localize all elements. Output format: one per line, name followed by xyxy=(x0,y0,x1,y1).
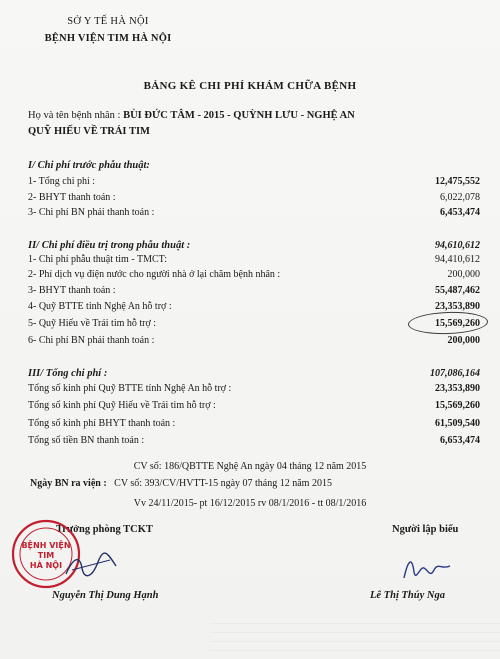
cv-line-2: CV số: 393/CV/HVTT-15 ngày 07 tháng 12 năm 2015 xyxy=(114,478,332,489)
document-header xyxy=(28,16,188,44)
signature-right-scribble xyxy=(398,548,458,588)
signature-left-name: Nguyễn Thị Dung Hạnh xyxy=(52,590,159,601)
row-value: 6,653,474 xyxy=(440,435,480,446)
signature-right-name: Lê Thị Thúy Nga xyxy=(370,590,445,601)
row-value: 15,569,260 xyxy=(435,318,480,329)
stamp-line-2: TIM xyxy=(37,551,55,560)
dates-line: Vv 24/11/2015- pt 16/12/2015 rv 08/1/2016 - tt 08/1/2016 xyxy=(133,498,367,509)
row-value: 23,353,890 xyxy=(435,383,480,394)
section1-row xyxy=(28,176,480,189)
section1-row xyxy=(28,207,480,220)
row-label: 4- Quỹ BTTE tỉnh Nghệ An hỗ trợ : xyxy=(28,301,172,312)
row-value: 55,487,462 xyxy=(435,285,480,296)
section3-title: III/ Tổng chi phí : xyxy=(28,368,108,379)
fund-name: QUỸ HIẾU VỀ TRÁI TIM xyxy=(28,126,150,137)
section2-header xyxy=(28,240,480,253)
section3-row xyxy=(28,418,480,431)
row-value: 200,000 xyxy=(447,335,480,346)
patient-value: BÙI ĐỨC TÂM - 2015 - QUỲNH LƯU - NGHỆ AN xyxy=(123,110,355,121)
patient-label: Họ và tên bệnh nhân : xyxy=(28,110,121,121)
section2-row xyxy=(28,335,480,348)
section3-row xyxy=(28,400,480,413)
row-label: Tổng số kinh phí Quỹ Hiếu về Trái tim hỗ trợ : xyxy=(28,400,216,411)
row-label: 6- Chi phí BN phải thanh toán : xyxy=(28,335,155,346)
section1-row xyxy=(28,192,480,205)
row-label: 3- Chi phí BN phải thanh toán : xyxy=(28,207,155,218)
department-name: SỞ Y TẾ HÀ NỘI xyxy=(67,16,149,27)
row-label: 1- Tổng chi phí : xyxy=(28,176,96,187)
row-value: 15,569,260 xyxy=(435,400,480,411)
section2-row xyxy=(28,269,480,282)
row-label: 1- Chi phí phẫu thuật tim - TMCT: xyxy=(28,254,168,265)
row-label: Tổng số kinh phí Quỹ BTTE tỉnh Nghệ An hỗ trợ : xyxy=(28,383,232,394)
stamp-line-3: HÀ NỘI xyxy=(29,561,63,570)
row-value: 23,353,890 xyxy=(435,301,480,312)
section3-row xyxy=(28,435,480,448)
row-label: 3- BHYT thanh toán : xyxy=(28,285,116,296)
row-value: 6,453,474 xyxy=(440,207,480,218)
row-value: 6,022,078 xyxy=(440,192,480,203)
section2-total: 94,610,612 xyxy=(435,240,480,251)
discharge-line xyxy=(30,478,332,489)
row-label: Tổng số kinh phí BHYT thanh toán : xyxy=(28,418,176,429)
patient-line xyxy=(28,110,355,121)
row-label: Tổng số tiền BN thanh toán : xyxy=(28,435,145,446)
signature-right-title: Người lập biểu xyxy=(392,524,459,535)
row-value: 61,509,540 xyxy=(435,418,480,429)
bleed-through-texture xyxy=(210,615,500,659)
section1-title: I/ Chi phí trước phẫu thuật: xyxy=(28,160,150,171)
section3-header xyxy=(28,368,480,381)
section3-row xyxy=(28,383,480,396)
stamp-line-1: BỆNH VIỆN xyxy=(21,541,71,550)
document-title: BẢNG KÊ CHI PHÍ KHÁM CHỮA BỆNH xyxy=(143,80,357,92)
cv-line-1: CV số: 186/QBTTE Nghệ An ngày 04 tháng 12 năm 2015 xyxy=(133,461,367,472)
section2-row xyxy=(28,285,480,298)
row-value: 200,000 xyxy=(447,269,480,280)
signature-left-title: Trưởng phòng TCKT xyxy=(56,524,153,535)
signature-left-scribble xyxy=(62,548,122,582)
row-label: 2- Phí dịch vụ điện nước cho người nhà ở lại chăm bệnh nhân : xyxy=(28,269,281,280)
discharge-label: Ngày BN ra viện : xyxy=(30,478,107,489)
row-label: 5- Quỹ Hiếu về Trái tim hỗ trợ : xyxy=(28,318,157,329)
row-value: 94,410,612 xyxy=(435,254,480,265)
hospital-name: BỆNH VIỆN TIM HÀ NỘI xyxy=(44,33,172,44)
section2-row xyxy=(28,301,480,314)
section2-row xyxy=(28,254,480,267)
row-label: 2- BHYT thanh toán : xyxy=(28,192,116,203)
row-value: 12,475,552 xyxy=(435,176,480,187)
section2-title: II/ Chi phí điều trị trong phẫu thuật : xyxy=(28,240,191,251)
section3-total: 107,086,164 xyxy=(430,368,480,379)
